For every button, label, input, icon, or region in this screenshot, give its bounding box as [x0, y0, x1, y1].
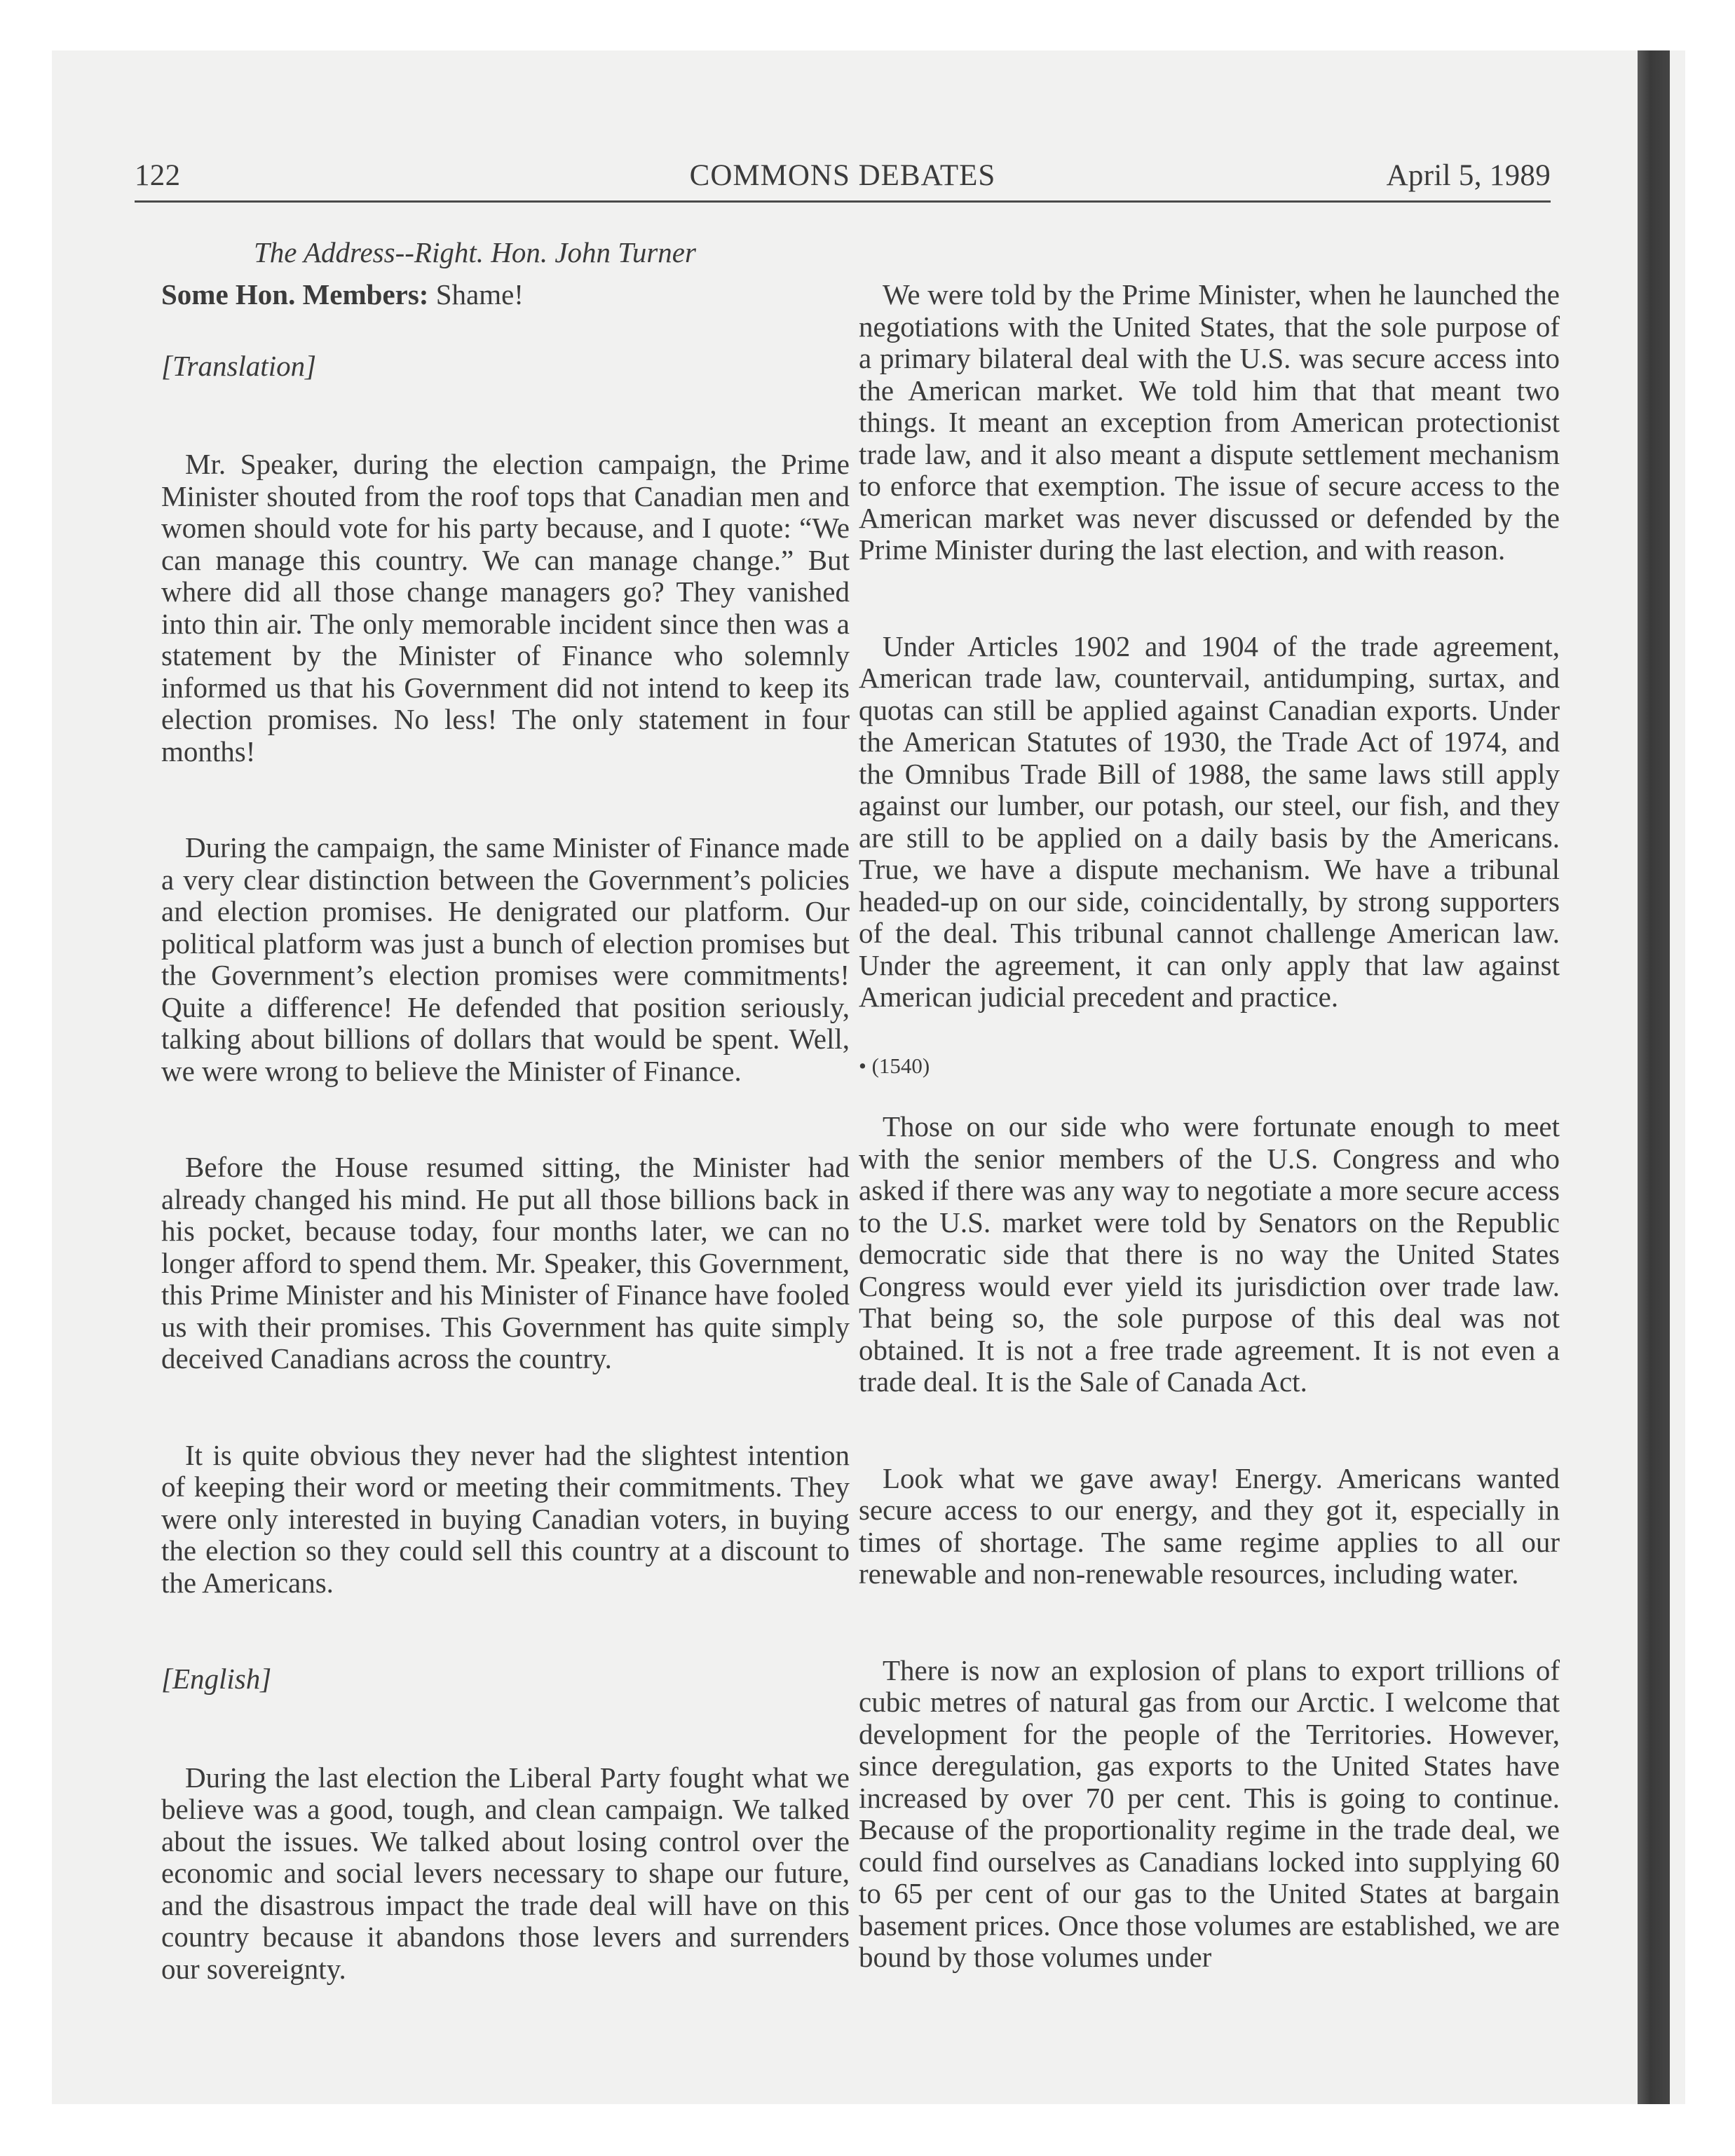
section-title: The Address--Right. Hon. John Turner	[254, 236, 696, 268]
left-column	[161, 279, 850, 2049]
paragraph: We were told by the Prime Minister, when he launched the negotiations with the United States, that the sole purpose of a primary bilateral deal with the U.S. was secure access into the American market. We told him that that meant two things. It meant an exception from American protectionist trade law, and it also meant a dispute settlement mechanism to enforce that exemption. The issue of secure access to the American market was never discussed or defended by the Prime Minister during the last election, and with reason.	[859, 278, 1560, 566]
paragraph: Mr. Speaker, during the election campaign, the Prime Minister shouted from the roof tops that Canadian men and women should vote for his party because, and I quote: “We can manage this country. We can manage change.” But where did all those change managers go? They vanished into thin air. The only memorable incident since then was a statement by the Minister of Finance who solemnly informed us that his Government did not intend to keep its election promises. No less! The only statement in four months!	[161, 448, 850, 767]
running-header	[135, 158, 1551, 200]
page-number: 122	[135, 159, 181, 192]
right-column	[859, 279, 1560, 2038]
publication-title: COMMONS DEBATES	[689, 159, 996, 192]
interjection	[161, 279, 850, 311]
paragraph: During the campaign, the same Minister of Finance made a very clear distinction between the Government’s policies and election promises. He denigrated our platform. Our political platform was just a bunch of election promises but the Government’s election promises were commitments! Quite a difference! He defended that position seriously, talking about billions of dollars that would be spent. Well, we were wrong to believe the Minister of Finance.	[161, 831, 850, 1087]
paragraph: Look what we gave away! Energy. Americans wanted secure access to our energy, and they got it, especially in times of shortage. The same regime applies to all our renewable and non-renewable resources, including water.	[859, 1461, 1560, 1590]
translation-marker: [Translation]	[161, 349, 317, 382]
paragraph: Those on our side who were fortunate enough to meet with the senior members of the U.S. Congress and who asked if there was any way to negotiate a more secure access to the U.S. market were told by Senators on the Republic democratic side that there is no way the United States Congress would ever yield its jurisdiction over trade law. That being so, the sole purpose of this deal was not obtained. It is not a free trade agreement. It is not even a trade deal. It is the Sale of Canada Act.	[859, 1110, 1560, 1398]
paragraph: There is now an explosion of plans to export trillions of cubic metres of natural gas from our Arctic. I welcome that development for the people of the Territories. However, since deregulation, gas exports to the United States have increased by over 70 per cent. This is going to continue. Because of the proportionality regime in the trade deal, we could find ourselves as Canadians locked into supplying 60 to 65 per cent of our gas to the United States at bargain basement prices. Once those volumes are established, we are bound by those volumes under	[859, 1653, 1560, 1973]
paragraph: Under Articles 1902 and 1904 of the trade agreement, American trade law, countervail, antidumping, surtax, and quotas can still be applied against Canadian exports. Under the American Statutes of 1930, the Trade Act of 1974, and the Omnibus Trade Bill of 1988, the same laws still apply against our lumber, our potash, our steel, our fish, and they are still to be applied on a daily basis by the Americans. True, we have a dispute mechanism. We have a tribunal headed-up on our side, coincidentally, by strong supporters of the deal. This tribunal cannot challenge American law. Under the agreement, it can only apply that law against American judicial precedent and practice.	[859, 629, 1560, 1013]
interjection-text: Shame!	[435, 278, 524, 311]
paragraph: During the last election the Liberal Party fought what we believe was a good, tough, and clean campaign. We talked about the issues. We talked about losing control over the economic and social levers necessary to shape our future, and the disastrous impact the trade deal will have on this country because it abandons those levers and surrenders our sovereignty.	[161, 1761, 850, 1985]
header-rule	[135, 200, 1551, 203]
speaker-label: Some Hon. Members:	[161, 278, 429, 311]
scan-edge-shadow	[1638, 50, 1670, 2104]
english-marker: [English]	[161, 1663, 272, 1695]
paragraph: Before the House resumed sitting, the Minister had already changed his mind. He put all those billions back in his pocket, because today, four months later, we can no longer afford to spend them. Mr. Speaker, this Government, this Prime Minister and his Minister of Finance have fooled us with their promises. This Government has quite simply deceived Canadians across the country.	[161, 1151, 850, 1374]
time-marker: • (1540)	[859, 1053, 930, 1078]
sitting-date: April 5, 1989	[1386, 159, 1551, 192]
paragraph: It is quite obvious they never had the slightest intention of keeping their word or meeting their commitments. They were only interested in buying Canadian voters, in buying the election so they could sell this country at a discount to the Americans.	[161, 1438, 850, 1599]
